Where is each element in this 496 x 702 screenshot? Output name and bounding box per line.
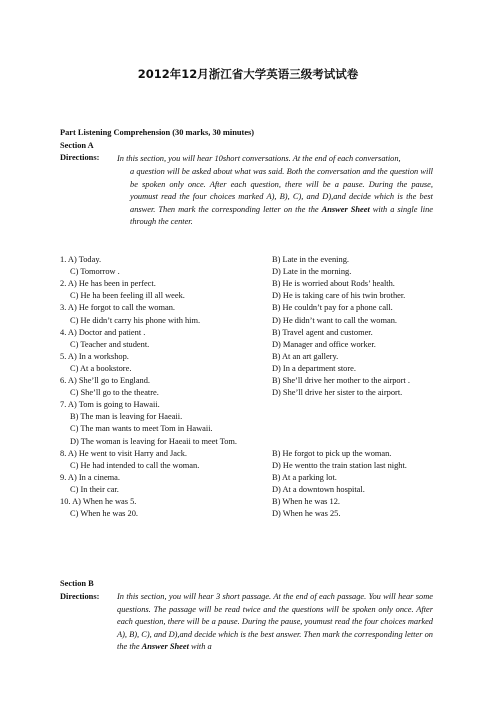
page-title: 2012年12月浙江省大学英语三级考试试卷 bbox=[137, 67, 359, 81]
section-a-heading: Section A bbox=[60, 141, 94, 150]
question-option-right: D) He didn’t want to call the woman. bbox=[272, 315, 397, 325]
question-option-right: B) He is worried about Rods’ health. bbox=[272, 279, 395, 289]
question-option-right: B) He forgot to pick up the woman. bbox=[272, 448, 392, 458]
question-option-right: B) At a parking lot. bbox=[272, 472, 337, 482]
question-option-right: D) He wentto the train station last night. bbox=[272, 460, 407, 470]
section-b-heading: Section B bbox=[60, 579, 94, 588]
question-option-right: D) She’ll drive her sister to the airport. bbox=[272, 388, 403, 398]
question-option-left: C) At a bookstore. bbox=[70, 363, 132, 373]
section-a-directions-body: a question will be asked about what was said. Both the conversation and the question will be spoken only once. After each question, there will be a pause. During the pause, youmust read the four choices marked A), B), C), and D),and decide which is the best answer. Then mark the corresponding letter on the the bbox=[130, 167, 433, 214]
question-option-left: C) He didn’t carry his phone with him. bbox=[70, 315, 201, 325]
part-heading: Part Listening Comprehension (30 marks, 30 minutes) bbox=[60, 128, 255, 137]
question-option-right: B) Late in the evening. bbox=[272, 255, 349, 264]
question-option-left: C) He had intended to call the woman. bbox=[70, 460, 200, 470]
question-option-left: C) He ha been feeling ill all week. bbox=[70, 291, 185, 301]
question-option-left: 6. A) She’ll go to England. bbox=[60, 376, 151, 385]
question-option-left: C) When he was 20. bbox=[70, 509, 138, 519]
question-option-right: B) When he was 12. bbox=[272, 497, 340, 506]
question-option-right: B) She’ll drive her mother to the airport . bbox=[272, 376, 410, 385]
question-option-left: C) Tomorrow . bbox=[70, 267, 120, 277]
question-option-left: C) Teacher and student. bbox=[70, 339, 150, 349]
question-option-right: D) He is taking care of his twin brother. bbox=[272, 291, 406, 301]
question-option-left: C) In their car. bbox=[70, 484, 119, 494]
section-b-directions-label: Directions: bbox=[60, 592, 100, 601]
question-option-left: 9. A) In a cinema. bbox=[60, 472, 120, 482]
question-option-left: C) She’ll go to the theatre. bbox=[70, 388, 159, 398]
section-a-directions-end: with a single line through the center. bbox=[130, 204, 433, 227]
section-b-directions-text bbox=[117, 591, 433, 654]
question-option-right: B) At an art gallery. bbox=[272, 351, 339, 361]
section-a-directions-text bbox=[130, 166, 433, 229]
question-option-left: D) The woman is leaving for Haeaii to meet Tom. bbox=[70, 436, 238, 446]
question-option-left: 3. A) He forgot to call the woman. bbox=[60, 303, 175, 313]
question-option-right: D) In a department store. bbox=[272, 363, 356, 373]
question-option-right: D) Manager and office worker. bbox=[272, 339, 376, 349]
question-option-left: 1. A) Today. bbox=[60, 255, 102, 264]
question-option-right: B) He couldn’t pay for a phone call. bbox=[272, 303, 393, 313]
answer-sheet-label: Answer Sheet bbox=[321, 204, 370, 214]
question-option-left: 4. A) Doctor and patient . bbox=[60, 327, 146, 337]
question-option-right: D) At a downtown hospital. bbox=[272, 484, 365, 494]
question-option-left: C) The man wants to meet Tom in Hawaii. bbox=[70, 424, 213, 434]
section-b-directions-end: with a bbox=[188, 642, 212, 652]
question-option-left: 8. A) He went to visit Harry and Jack. bbox=[60, 448, 187, 458]
question-option-left: B) The man is leaving for Haeaii. bbox=[70, 412, 183, 422]
question-option-left: 10. A) When he was 5. bbox=[60, 497, 137, 506]
section-a-directions-first-line: In this section, you will hear 10short conversations. At the end of each conversation, bbox=[117, 154, 401, 163]
section-b-directions-body: In this section, you will hear 3 short passage. At the end of each passage. You will hear some questions. The passage will be read twice and the questions will be spoken only once. After each question, there will be a pause. During the pause, youmust read the four choices marked A), B), C), and D),and decide which is the best answer. Then mark the corresponding letter on the the bbox=[117, 592, 433, 652]
question-option-right: D) When he was 25. bbox=[272, 509, 341, 519]
answer-sheet-label: Answer Sheet bbox=[141, 642, 189, 652]
section-a-directions-label: Directions: bbox=[60, 153, 100, 162]
question-option-right: B) Travel agent and customer. bbox=[272, 327, 373, 337]
question-option-left: 5. A) In a workshop. bbox=[60, 351, 129, 361]
question-option-right: D) Late in the morning. bbox=[272, 267, 352, 277]
question-option-left: 7. A) Tom is going to Hawaii. bbox=[60, 400, 160, 410]
question-option-left: 2. A) He has been in perfect. bbox=[60, 279, 156, 289]
